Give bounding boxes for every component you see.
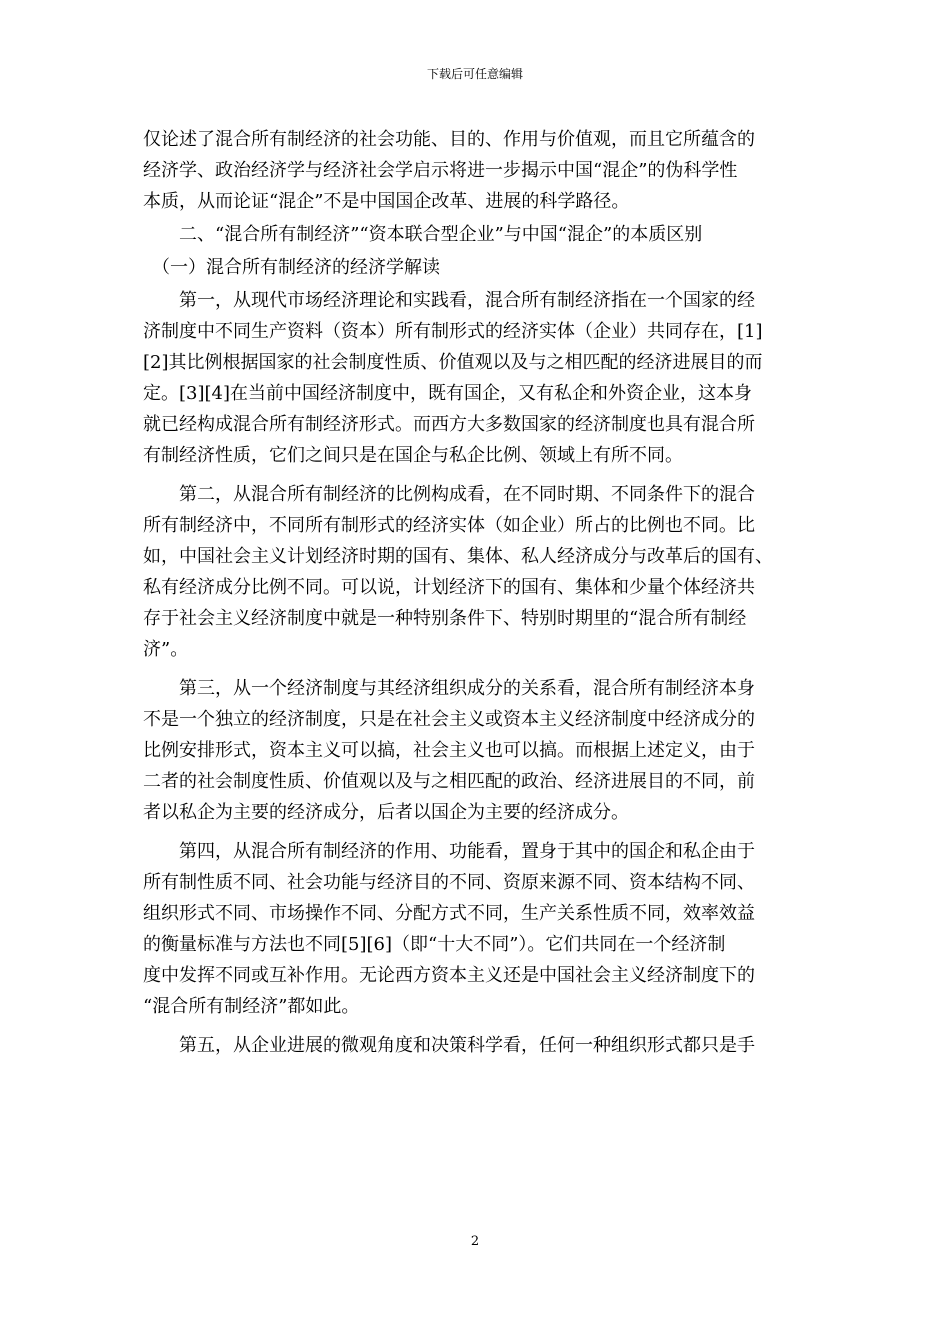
text-line: 组织形式不同、市场操作不同、分配方式不同，生产关系性质不同，效率效益 bbox=[143, 903, 755, 924]
text-line: 就已经构成混合所有制经济形式。而西方大多数国家的经济制度也具有混合所 bbox=[143, 414, 755, 435]
subsection-heading-text: （一）混合所有制经济的经济学解读 bbox=[143, 257, 440, 278]
page-number: 2 bbox=[470, 1234, 480, 1249]
paragraph-fifth bbox=[143, 1030, 811, 1061]
text-line: 私有经济成分比例不同。可以说，计划经济下的国有、集体和少量个体经济共 bbox=[143, 577, 755, 598]
text-line: 所有制性质不同、社会功能与经济目的不同、资原来源不同、资本结构不同、 bbox=[143, 872, 755, 893]
paragraph-first bbox=[143, 285, 811, 471]
section-heading-text: 二、“混合所有制经济”“资本联合型企业”与中国“混企”的本质区别 bbox=[143, 224, 703, 245]
text-line: 第二，从混合所有制经济的比例构成看，在不同时期、不同条件下的混合 bbox=[143, 484, 755, 505]
text-line: 第四，从混合所有制经济的作用、功能看，置身于其中的国企和私企由于 bbox=[143, 841, 755, 862]
text-line: 有制经济性质，它们之间只是在国企与私企比例、领域上有所不同。 bbox=[143, 445, 683, 466]
text-line: 第三，从一个经济制度与其经济组织成分的关系看，混合所有制经济本身 bbox=[143, 678, 755, 699]
text-line: 本质，从而论证“混企”不是中国国企改革、进展的科学路径。 bbox=[143, 191, 630, 212]
page-header: 下载后可任意编辑 bbox=[426, 67, 523, 81]
text-line: 济”。 bbox=[143, 639, 189, 660]
paragraph-intro bbox=[143, 124, 811, 217]
text-line: 者以私企为主要的经济成分，后者以国企为主要的经济成分。 bbox=[143, 802, 629, 823]
text-line: 二者的社会制度性质、价值观以及与之相匹配的政治、经济进展目的不同，前 bbox=[143, 771, 755, 792]
section-heading bbox=[143, 219, 811, 250]
text-line: 济制度中不同生产资料（资本）所有制形式的经济实体（企业）共同存在，[1] bbox=[143, 321, 763, 342]
text-line: 仅论述了混合所有制经济的社会功能、目的、作用与价值观，而且它所蕴含的 bbox=[143, 129, 755, 150]
paragraph-second bbox=[143, 479, 811, 665]
text-line: 第五，从企业进展的微观角度和决策科学看，任何一种组织形式都只是手 bbox=[143, 1035, 755, 1056]
paragraph-third bbox=[143, 673, 811, 828]
text-line: 度中发挥不同或互补作用。无论西方资本主义还是中国社会主义经济制度下的 bbox=[143, 965, 755, 986]
paragraph-fourth bbox=[143, 836, 811, 1022]
text-line: 比例安排形式，资本主义可以搞，社会主义也可以搞。而根据上述定义，由于 bbox=[143, 740, 755, 761]
text-line: 如，中国社会主义计划经济时期的国有、集体、私人经济成分与改革后的国有、 bbox=[143, 546, 773, 567]
text-line: 经济学、政治经济学与经济社会学启示将进一步揭示中国“混企”的伪科学性 bbox=[143, 160, 738, 181]
text-line: [2]其比例根据国家的社会制度性质、价值观以及与之相匹配的经济进展目的而 bbox=[143, 352, 763, 373]
text-line: 存于社会主义经济制度中就是一种特别条件下、特别时期里的“混合所有制经 bbox=[143, 608, 747, 629]
text-line: “混合所有制经济”都如此。 bbox=[143, 996, 360, 1017]
text-line: 定。[3][4]在当前中国经济制度中，既有国企，又有私企和外资企业，这本身 bbox=[143, 383, 752, 404]
text-line: 的衡量标准与方法也不同[5][6]（即“十大不同”）。它们共同在一个经济制 bbox=[143, 934, 726, 955]
text-line: 第一，从现代市场经济理论和实践看，混合所有制经济指在一个国家的经 bbox=[143, 290, 755, 311]
text-line: 不是一个独立的经济制度，只是在社会主义或资本主义经济制度中经济成分的 bbox=[143, 709, 755, 730]
subsection-heading bbox=[143, 252, 811, 283]
body-text bbox=[143, 124, 811, 1061]
text-line: 所有制经济中，不同所有制形式的经济实体（如企业）所占的比例也不同。比 bbox=[143, 515, 755, 536]
